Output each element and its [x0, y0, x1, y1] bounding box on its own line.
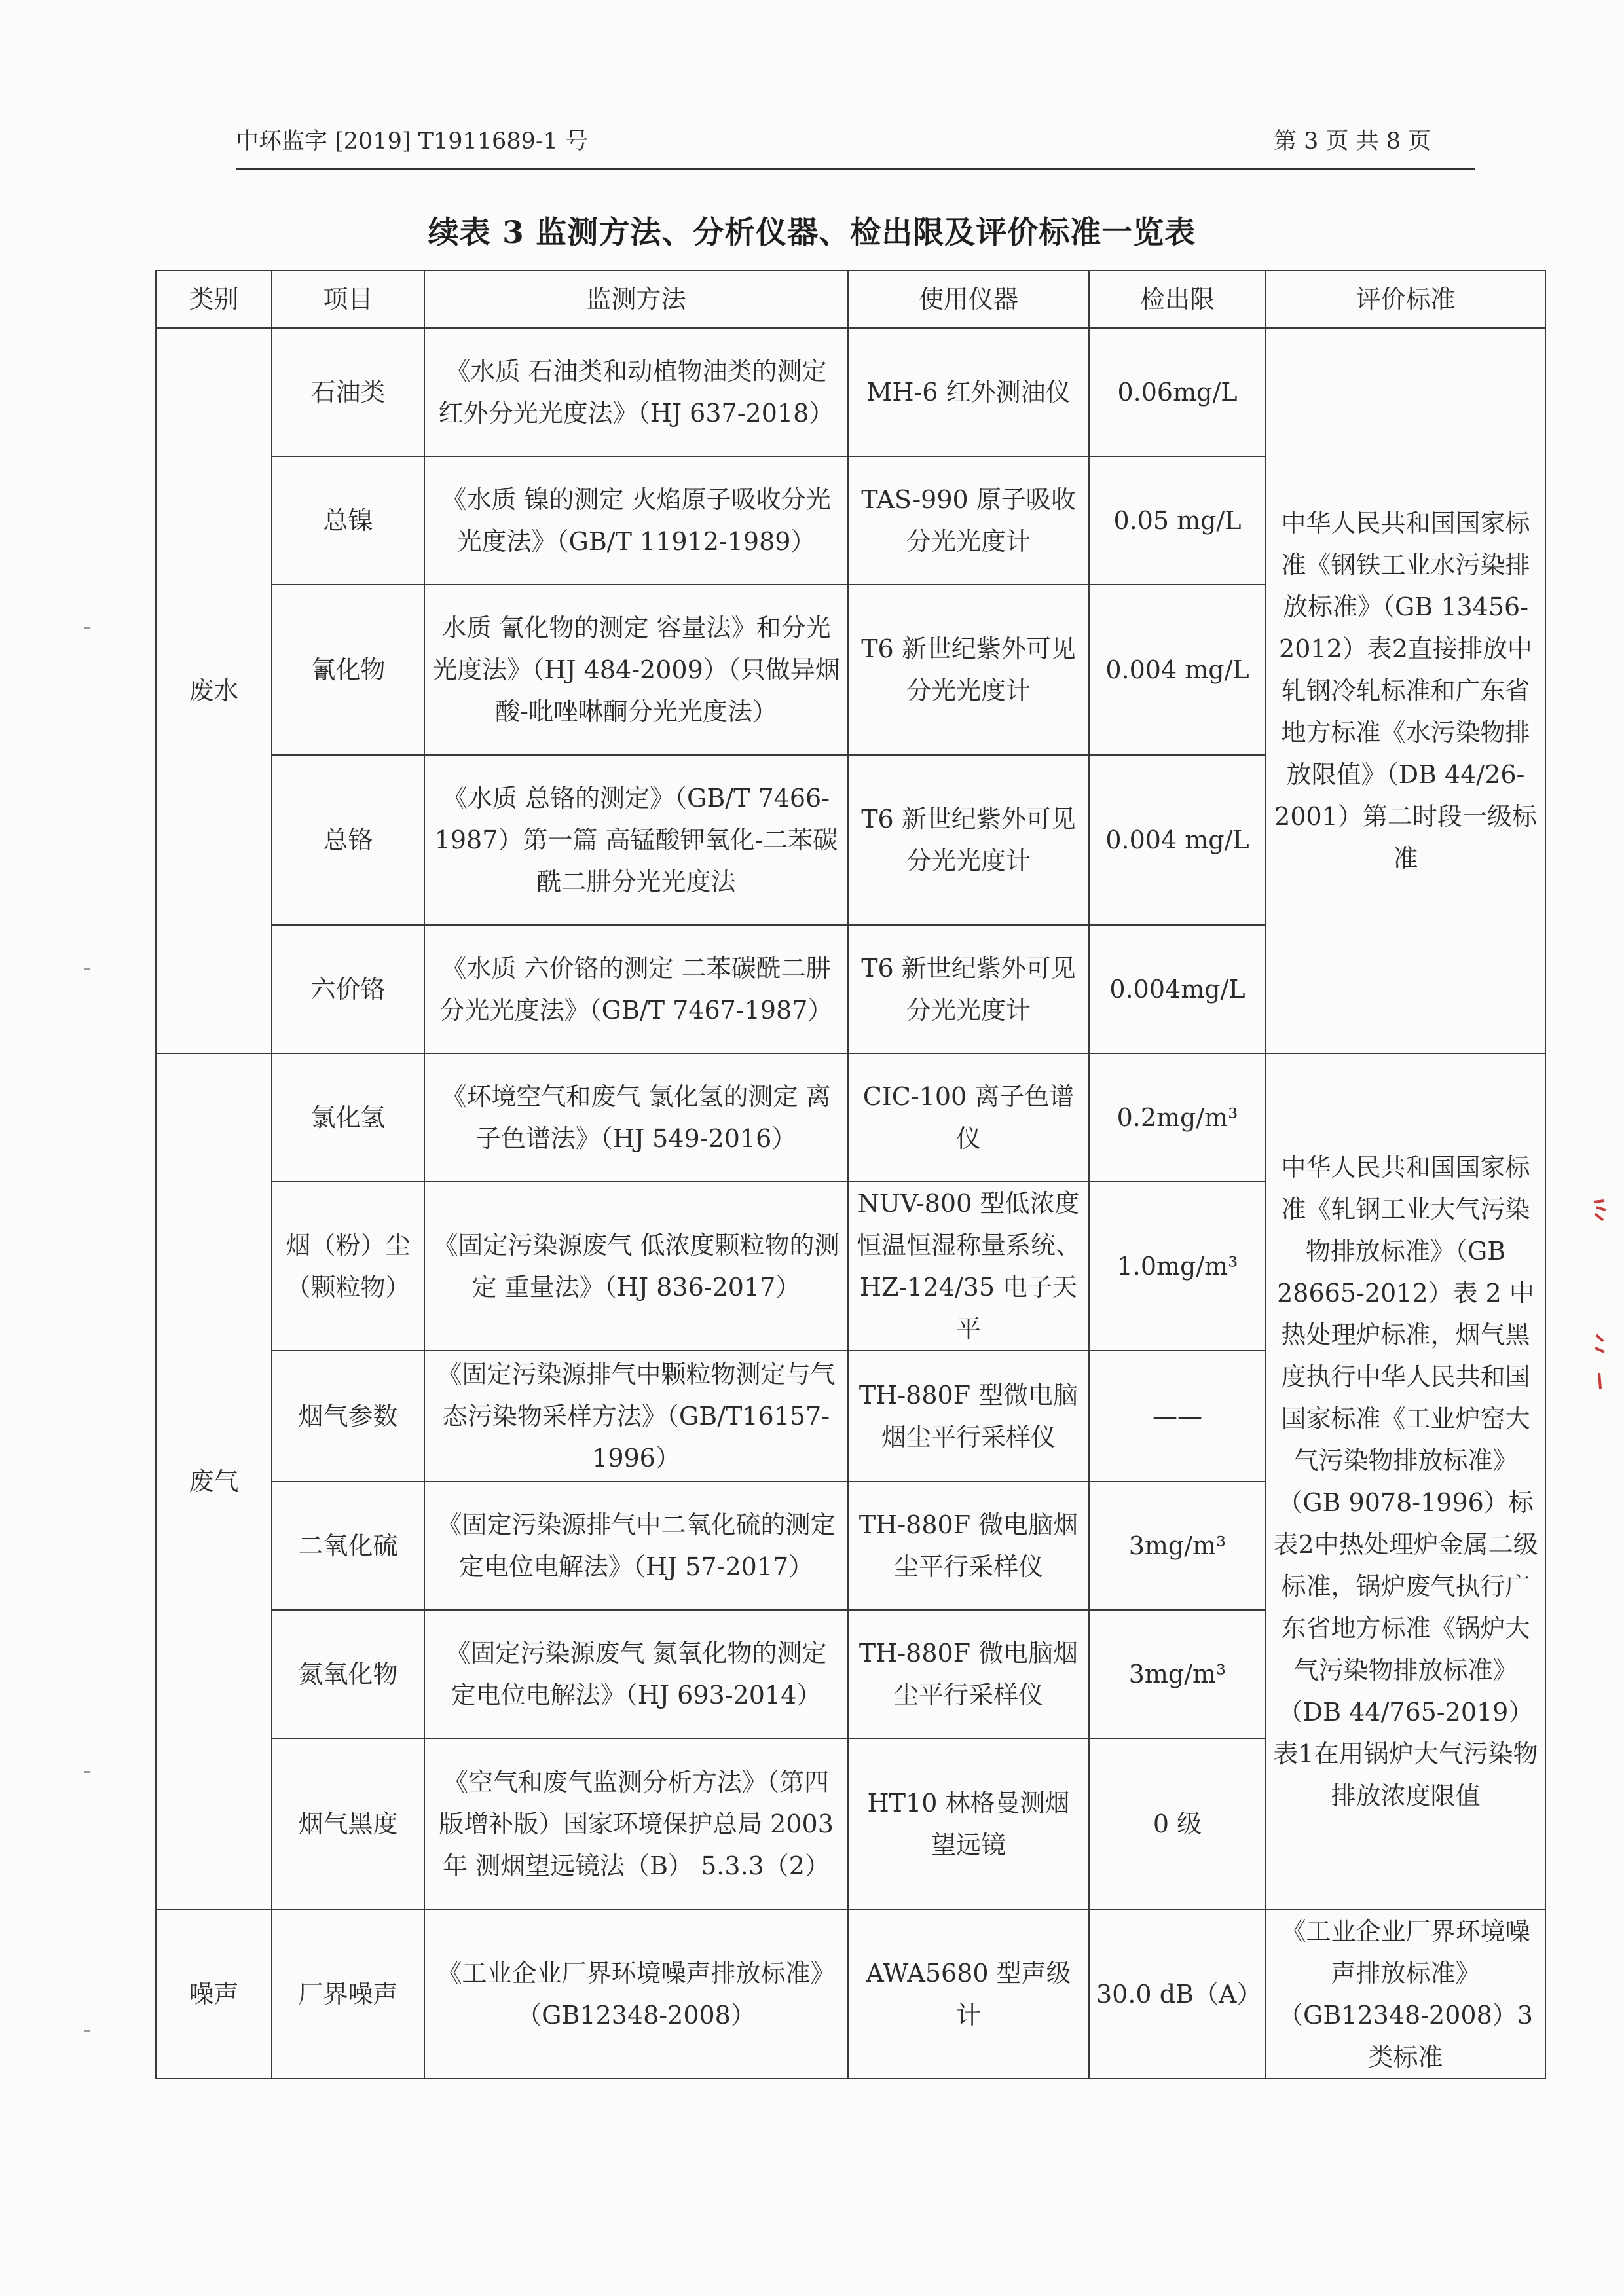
category-cell: 噪声 — [156, 1910, 272, 2079]
limit-cell: 0 级 — [1089, 1738, 1266, 1910]
col-standard: 评价标准 — [1266, 270, 1545, 328]
method-cell: 《水质 镍的测定 火焰原子吸收分光光度法》（GB/T 11912-1989） — [424, 456, 848, 585]
limit-cell: 30.0 dB（A） — [1089, 1910, 1266, 2079]
monitoring-methods-table — [155, 270, 1546, 2079]
col-method: 监测方法 — [424, 270, 848, 328]
seal-fragment-icon — [1590, 1198, 1610, 1224]
item-cell: 烟气参数 — [272, 1351, 424, 1482]
table-header-row — [156, 270, 1545, 328]
instrument-cell: TH-880F 微电脑烟尘平行采样仪 — [848, 1482, 1089, 1610]
table-row — [156, 328, 1545, 456]
item-cell: 烟气黑度 — [272, 1738, 424, 1910]
limit-cell: 1.0mg/m³ — [1089, 1182, 1266, 1351]
method-cell: 《水质 石油类和动植物油类的测定 红外分光光度法》（HJ 637-2018） — [424, 328, 848, 456]
instrument-cell: MH-6 红外测油仪 — [848, 328, 1089, 456]
method-cell: 《环境空气和废气 氯化氢的测定 离子色谱法》（HJ 549-2016） — [424, 1053, 848, 1182]
category-cell: 废气 — [156, 1053, 272, 1910]
item-cell: 总铬 — [272, 755, 424, 925]
document-number: 中环监字 [2019] T1911689-1 号 — [236, 128, 589, 155]
instrument-cell: HT10 林格曼测烟望远镜 — [848, 1738, 1089, 1910]
method-cell: 《固定污染源废气 氮氧化物的测定 定电位电解法》（HJ 693-2014） — [424, 1610, 848, 1738]
scan-mark — [84, 627, 90, 629]
col-instrument: 使用仪器 — [848, 270, 1089, 328]
col-category: 类别 — [156, 270, 272, 328]
item-cell: 石油类 — [272, 328, 424, 456]
scan-mark — [84, 968, 90, 970]
standard-cell: 中华人民共和国国家标准《轧钢工业大气污染物排放标准》（GB 28665-2012）表 2 中热处理炉标准，烟气黑度执行中华人民共和国国家标准《工业炉窑大气污染物排放标准》（GB 9078-1996）标表2中热处理炉金属二级标准，锅炉废气执行广东省地方标准《锅炉大气污染物排放标准》（DB 44/765-2019）表1在用锅炉大气污染物排放浓度限值 — [1266, 1053, 1545, 1910]
limit-cell: 0.004 mg/L — [1089, 585, 1266, 755]
instrument-cell: TH-880F 型微电脑烟尘平行采样仪 — [848, 1351, 1089, 1482]
instrument-cell: T6 新世纪紫外可见分光光度计 — [848, 755, 1089, 925]
method-cell: 《水质 总铬的测定》（GB/T 7466-1987）第一篇 高锰酸钾氧化-二苯碳酰二肼分光光度法 — [424, 755, 848, 925]
instrument-cell: AWA5680 型声级计 — [848, 1910, 1089, 2079]
seal-fragment-icon — [1593, 1332, 1608, 1391]
limit-cell: 0.05 mg/L — [1089, 456, 1266, 585]
item-cell: 二氧化硫 — [272, 1482, 424, 1610]
header-divider — [236, 168, 1475, 170]
method-cell: 《水质 六价铬的测定 二苯碳酰二肼分光光度法》（GB/T 7467-1987） — [424, 925, 848, 1053]
item-cell: 六价铬 — [272, 925, 424, 1053]
method-cell: 《固定污染源排气中二氧化硫的测定 定电位电解法》（HJ 57-2017） — [424, 1482, 848, 1610]
method-cell: 《固定污染源废气 低浓度颗粒物的测定 重量法》（HJ 836-2017） — [424, 1182, 848, 1351]
limit-cell: 3mg/m³ — [1089, 1610, 1266, 1738]
instrument-cell: TAS-990 原子吸收分光光度计 — [848, 456, 1089, 585]
limit-cell: 0.2mg/m³ — [1089, 1053, 1266, 1182]
scan-mark — [84, 2030, 90, 2032]
col-limit: 检出限 — [1089, 270, 1266, 328]
category-cell: 废水 — [156, 328, 272, 1053]
method-cell: 《固定污染源排气中颗粒物测定与气态污染物采样方法》（GB/T16157-1996） — [424, 1351, 848, 1482]
limit-cell: 0.06mg/L — [1089, 328, 1266, 456]
item-cell: 总镍 — [272, 456, 424, 585]
instrument-cell: NUV-800 型低浓度恒温恒湿称量系统、HZ-124/35 电子天平 — [848, 1182, 1089, 1351]
table-row — [156, 1910, 1545, 2079]
instrument-cell: CIC-100 离子色谱仪 — [848, 1053, 1089, 1182]
item-cell: 厂界噪声 — [272, 1910, 424, 2079]
limit-cell: 0.004 mg/L — [1089, 755, 1266, 925]
item-cell: 氰化物 — [272, 585, 424, 755]
scan-mark — [84, 1771, 90, 1773]
col-item: 项目 — [272, 270, 424, 328]
limit-cell: —— — [1089, 1351, 1266, 1482]
method-cell: 《空气和废气监测分析方法》（第四版增补版）国家环境保护总局 2003 年 测烟望远镜法（B） 5.3.3（2） — [424, 1738, 848, 1910]
limit-cell: 3mg/m³ — [1089, 1482, 1266, 1610]
item-cell: 氯化氢 — [272, 1053, 424, 1182]
page-indicator: 第 3 页 共 8 页 — [1274, 128, 1431, 155]
standard-cell: 中华人民共和国国家标准《钢铁工业水污染排放标准》（GB 13456-2012）表2直接排放中轧钢冷轧标准和广东省地方标准《水污染物排放限值》（DB 44/26-2001）第二时段一级标准 — [1266, 328, 1545, 1053]
standard-cell: 《工业企业厂界环境噪声排放标准》（GB12348-2008）3 类标准 — [1266, 1910, 1545, 2079]
instrument-cell: T6 新世纪紫外可见分光光度计 — [848, 585, 1089, 755]
method-cell: 水质 氰化物的测定 容量法》和分光光度法》（HJ 484-2009）（只做异烟酸-吡唑啉酮分光光度法） — [424, 585, 848, 755]
item-cell: 烟（粉）尘（颗粒物） — [272, 1182, 424, 1351]
table-row — [156, 1053, 1545, 1182]
limit-cell: 0.004mg/L — [1089, 925, 1266, 1053]
instrument-cell: T6 新世纪紫外可见分光光度计 — [848, 925, 1089, 1053]
item-cell: 氮氧化物 — [272, 1610, 424, 1738]
method-cell: 《工业企业厂界环境噪声排放标准》（GB12348-2008） — [424, 1910, 848, 2079]
table-title: 续表 3 监测方法、分析仪器、检出限及评价标准一览表 — [428, 215, 1196, 251]
instrument-cell: TH-880F 微电脑烟尘平行采样仪 — [848, 1610, 1089, 1738]
